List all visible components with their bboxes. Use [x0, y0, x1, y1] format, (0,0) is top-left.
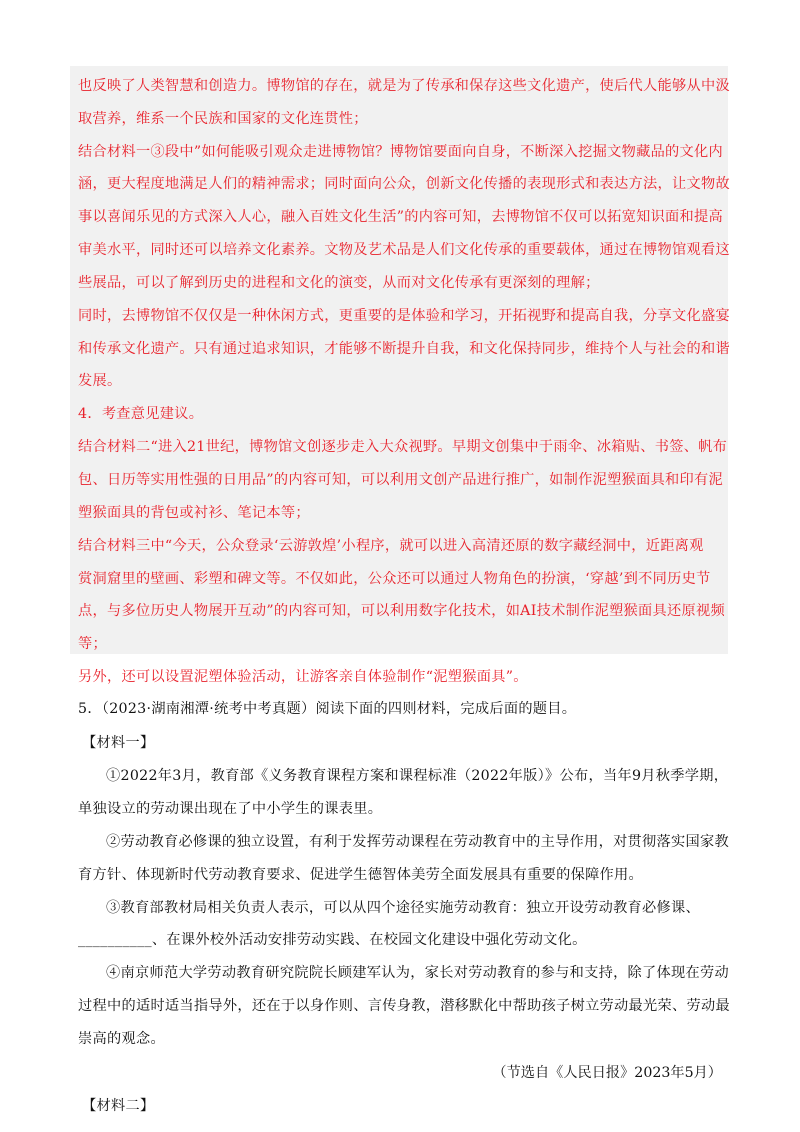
material-1-paragraph-4: ④南京师范大学劳动教育研究院院长顾建军认为，家长对劳动教育的参与和支持，除了体现在劳动 — [106, 965, 729, 981]
answer-line: 另外，还可以设置泥塑体验活动，让游客亲自体验制作“泥塑猴面具”。 — [78, 669, 528, 685]
answer-line: 些展品，可以了解到历史的进程和文化的演变，从而对文化传承有更深刻的理解； — [78, 275, 600, 291]
answer-line: 也反映了人类智慧和创造力。博物馆的存在，就是为了传承和保存这些文化遗产，使后代人能够从中汲 — [78, 78, 730, 94]
material-1-paragraph-4-end: 崇高的观念。 — [78, 1031, 165, 1047]
material-1-paragraph-3: ③教育部教材局相关负责人表示，可以从四个途径实施劳动教育：独立开设劳动教育必修课、 — [106, 900, 700, 916]
answer-line: 涵，更大程度地满足人们的精神需求；同时面向公众，创新文化传播的表现形式和表达方法，让文物故 — [78, 176, 730, 192]
answer-line: 包、日历等实用性强的日用品”的内容可知，可以利用文创产品进行推广，如制作泥塑猴面具和印有泥 — [78, 472, 724, 488]
answer-line: 事以喜闻乐见的方式深入人心，融入百姓文化生活”的内容可知，去博物馆不仅可以拓宽知识面和提高 — [78, 209, 724, 225]
answer-line: 审美水平，同时还可以培养文化素养。文物及艺术品是人们文化传承的重要载体，通过在博物馆观看这 — [78, 242, 730, 258]
material-2-title: 【材料二】 — [82, 1098, 155, 1114]
material-1-paragraph-1-cont: 单独设立的劳动课出现在了中小学生的课表里。 — [78, 801, 383, 817]
answer-heading: 4．考查意见建议。 — [78, 406, 204, 422]
material-1-paragraph-2: ②劳动教育必修课的独立设置，有利于发挥劳动课程在劳动教育中的主导作用，对贯彻落实国家教 — [106, 834, 729, 850]
answer-line: 等； — [78, 636, 107, 652]
answer-line: 点，与多位历史人物展开互动”的内容可知，可以利用数字化技术，如AI技术制作泥塑猴面具还原视频 — [78, 603, 725, 619]
material-1-title: 【材料一】 — [82, 735, 155, 751]
answer-line: 和传承文化遗产。只有通过追求知识，才能够不断提升自我，和文化保持同步，维持个人与社会的和谐 — [78, 341, 730, 357]
answer-line: 取营养，维系一个民族和国家的文化连贯性； — [78, 111, 368, 127]
answer-line: 结合材料三中“今天，公众登录‘云游敦煌’小程序，就可以进入高清还原的数字藏经洞中，近距离观 — [78, 538, 704, 554]
fill-blank-line: __________、在课外校外活动安排劳动实践、在校园文化建设中强化劳动文化。 — [78, 932, 587, 948]
answer-line: 同时，去博物馆不仅仅是一种休闲方式，更重要的是体验和学习，开拓视野和提高自我，分享文化盛宴 — [78, 308, 730, 324]
answer-line: 发展。 — [78, 373, 122, 389]
question-header: 5．（2023·湖南湘潭·统考中考真题）阅读下面的四则材料，完成后面的题目。 — [78, 701, 577, 717]
material-1-paragraph-1: ①2022年3月，教育部《义务教育课程方案和课程标准（2022年版）》公布，当年9月秋季学期， — [106, 768, 729, 784]
answer-line: 塑猴面具的背包或衬衫、笔记本等； — [78, 505, 310, 521]
material-1-paragraph-2-cont: 育方针、体现新时代劳动教育要求、促进学生德智体美劳全面发展具有重要的保障作用。 — [78, 867, 644, 883]
source-citation: （节选自《人民日报》2023年5月） — [492, 1065, 722, 1081]
answer-line: 结合材料二“进入21世纪，博物馆文创逐步走入大众视野。早期文创集中于雨伞、冰箱贴、书签、帆布 — [78, 439, 728, 455]
material-1-paragraph-4-cont: 过程中的适时适当指导外，还在于以身作则、言传身教，潜移默化中帮助孩子树立劳动最光荣、劳动最 — [78, 998, 730, 1014]
answer-line: 赏洞窟里的壁画、彩塑和碑文等。不仅如此，公众还可以通过人物角色的扮演，‘穿越’到不同历史节 — [78, 571, 711, 587]
answer-line: 结合材料一③段中”如何能吸引观众走进博物馆？博物馆要面向自身，不断深入挖掘文物藏品的文化内 — [78, 144, 724, 160]
